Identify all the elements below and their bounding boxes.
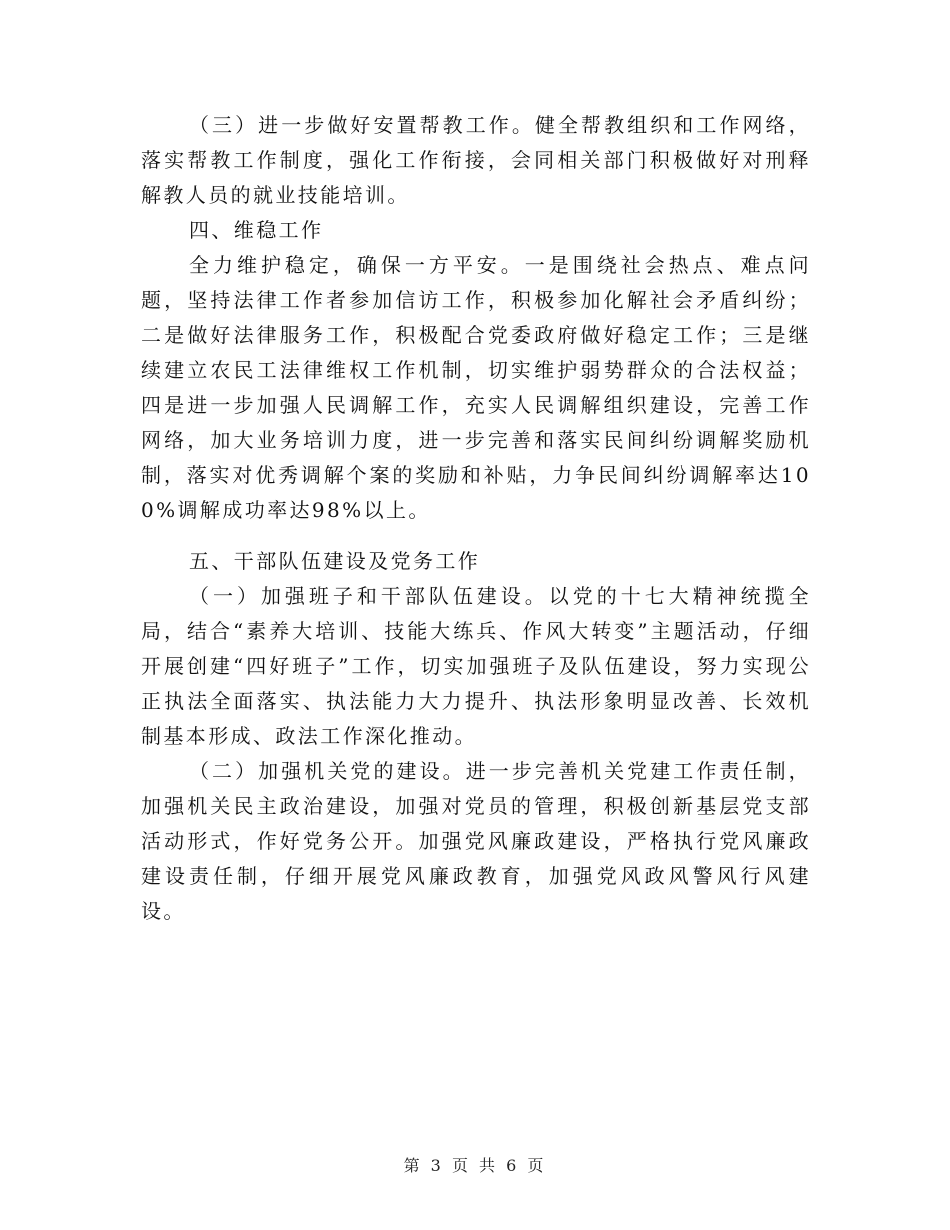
paragraph-gap — [141, 528, 811, 544]
document-body — [141, 108, 811, 929]
paragraph-party-building: （二）加强机关党的建设。进一步完善机关党建工作责任制，加强机关民主政治建设，加强对党员的管理，积极创新基层党支部活动形式，作好党务公开。加强党风廉政建设，严格执行党风廉政建设责任制，仔细开展党风廉政教育，加强党风政风警风行风建设。 — [141, 759, 811, 923]
paragraph-team-building: （一）加强班子和干部队伍建设。以党的十七大精神统揽全局，结合“素养大培训、技能大练兵、作风大转变”主题活动，仔细开展创建“四好班子”工作，切实加强班子及队伍建设，努力实现公正执法全面落实、执法能力大力提升、执法形象明显改善、长效机制基本形成、政法工作深化推动。 — [141, 584, 811, 748]
heading-cadre-party-work: 五、干部队伍建设及党务工作 — [189, 549, 481, 573]
paragraph-resettlement: （三）进一步做好安置帮教工作。健全帮教组织和工作网络，落实帮教工作制度，强化工作衔接，会同相关部门积极做好对刑释解教人员的就业技能培训。 — [141, 113, 811, 207]
heading-stability-work: 四、维稳工作 — [189, 218, 324, 242]
paragraph-stability: 全力维护稳定，确保一方平安。一是围绕社会热点、难点问题，坚持法律工作者参加信访工作，积极参加化解社会矛盾纠纷；二是做好法律服务工作，积极配合党委政府做好稳定工作；三是继续建立农民工法律维权工作机制，切实维护弱势群众的合法权益；四是进一步加强人民调解工作，充实人民调解组织建设，完善工作网络，加大业务培训力度，进一步完善和落实民间纠纷调解奖励机制，落实对优秀调解个案的奖励和补贴，力争民间纠纷调解率达100%调解成功率达98%以上。 — [141, 253, 811, 522]
page-number-footer: 第 3 页 共 6 页 — [403, 1156, 547, 1175]
